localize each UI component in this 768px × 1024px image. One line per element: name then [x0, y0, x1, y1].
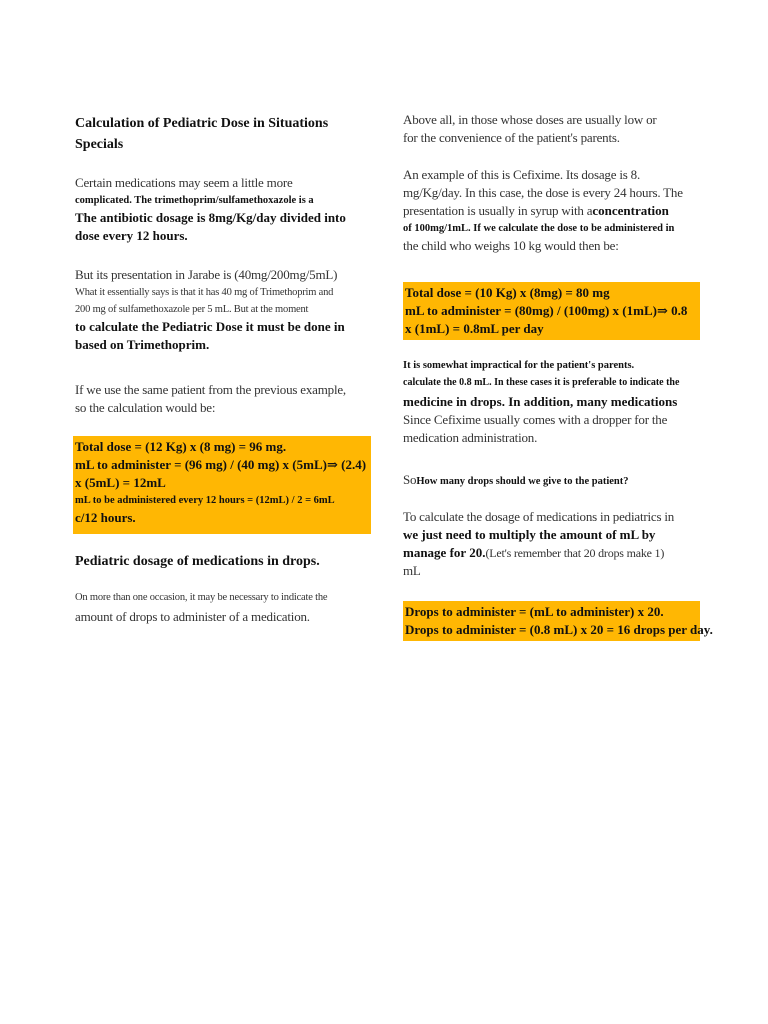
- highlight-box-trimethoprim-calc: Total dose = (12 Kg) x (8 mg) = 96 mg. mL to administer = (96 mg) / (40 mg) x (5mL)⇒ (2.4) x (5mL) = 12mL mL to be administered every 12 hours = (12mL) / 2 = 6mL c/12 hours.: [73, 436, 371, 534]
- paragraph-multiply-by-20: To calculate the dosage of medications in pediatrics in we just need to multiply the amount of mL by manage for 20.(Let's remember that 20 drops make 1) mL: [403, 509, 675, 578]
- paragraph-complicated-medications: Certain medications may seem a little more complicated. The trimethoprim/sulfamethoxazole is a The antibiotic dosage is 8mg/Kg/day divided into dose every 12 hours.: [75, 175, 346, 243]
- paragraph-impractical: It is somewhat impractical for the patient's parents. calculate the 0.8 mL. In these cases it is preferable to indicate the medicine in drops. In addition, many medications Since Cefixime usually comes with a dropper for the medication administration.: [403, 360, 680, 445]
- paragraph-same-patient: If we use the same patient from the previous example, so the calculation would be:: [75, 382, 346, 415]
- section-heading-pediatric-dose: Calculation of Pediatric Dose in Situations Specials: [75, 116, 329, 152]
- paragraph-jarabe-presentation: But its presentation in Jarabe is (40mg/200mg/5mL) What it essentially says is that it has 40 mg of Trimethoprim and 200 mg of sulfamethoxazole per 5 mL. But at the moment to calculate the Pediatric Dose it must be done in based on Trimethoprim.: [75, 267, 345, 352]
- paragraph-cefixime-example: An example of this is Cefixime. Its dosage is 8. mg/Kg/day. In this case, the dose is every 24 hours. The presentation is usually in syrup with aconcentration of 100mg/1mL. If we calculate the dose to be administered in the child who weighs 10 kg would then be:: [403, 167, 683, 253]
- section-heading-drops: Pediatric dosage of medications in drops.: [75, 554, 320, 569]
- paragraph-indicate-drops: On more than one occasion, it may be necessary to indicate the amount of drops to administer of a medication.: [75, 592, 328, 624]
- paragraph-low-doses: Above all, in those whose doses are usually low or for the convenience of the patient's parents.: [403, 112, 657, 145]
- highlight-box-drops-calc: Drops to administer = (mL to administer) x 20. Drops to administer = (0.8 mL) x 20 = 16 drops per day.: [403, 601, 700, 641]
- highlight-box-cefixime-calc: Total dose = (10 Kg) x (8mg) = 80 mg mL to administer = (80mg) / (100mg) x (1mL)⇒ 0.8 x (1mL) = 0.8mL per day: [403, 282, 700, 340]
- paragraph-how-many-drops: SoHow many drops should we give to the patient?: [403, 472, 629, 487]
